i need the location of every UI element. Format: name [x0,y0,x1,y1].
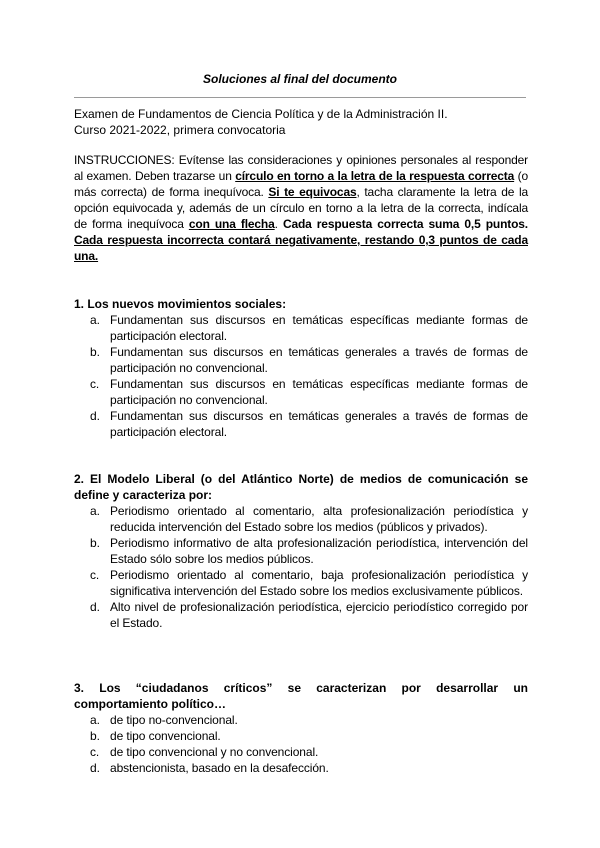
option-text: de tipo convencional. [110,729,221,743]
instructions-circle-rule: círculo en torno a la letra de la respuesta correcta [235,169,515,183]
option-letter: b. [90,729,100,743]
option-text: Fundamentan sus discursos en temáticas generales a través de formas de participación no convencional. [110,345,528,375]
option-a[interactable] [74,503,528,535]
option-text: Fundamentan sus discursos en temáticas generales a través de formas de participación electoral. [110,409,528,439]
question-2 [74,471,528,631]
instructions-paragraph [74,152,528,264]
option-letter: b. [90,536,100,550]
question-title: 1. Los nuevos movimientos sociales: [74,297,287,311]
option-text: Periodismo informativo de alta profesionalización periodística, intervención del Estado sólo sobre los medios públicos. [110,536,528,566]
option-letter: b. [90,345,100,359]
option-a[interactable] [74,712,528,728]
option-d[interactable] [74,408,528,440]
instructions-arrow-rule: con una flecha [188,217,275,231]
question-1 [74,296,528,440]
option-a[interactable] [74,312,528,344]
question-title: 3. Los “ciudadanos críticos” se caracterizan por desarrollar un comportamiento político… [74,681,528,711]
option-letter: d. [90,761,100,775]
option-letter: c. [90,377,100,391]
option-letter: a. [90,313,100,327]
option-letter: d. [90,600,100,614]
option-b[interactable] [74,344,528,376]
exam-name: Examen de Fundamentos de Ciencia Política y de la Administración II. [74,107,448,121]
option-text: abstencionista, basado en la desafección. [110,761,329,775]
option-text: Periodismo orientado al comentario, baja profesionalización periodística y significativa intervención del Estado sobre los medios exclusivamente públicos. [110,568,528,598]
instructions-text: . [274,217,283,231]
option-d[interactable] [74,599,528,631]
option-text: de tipo convencional y no convencional. [110,745,319,759]
option-c[interactable] [74,376,528,408]
question-3 [74,680,528,776]
option-b[interactable] [74,535,528,567]
option-text: Fundamentan sus discursos en temáticas específicas mediante formas de participación no convencional. [110,377,528,407]
option-b[interactable] [74,728,528,744]
instructions-scoring-incorrect: Cada respuesta incorrecta contará negativamente, restando 0,3 puntos de cada una. [74,233,528,263]
option-letter: a. [90,504,100,518]
instructions-text: INSTRUCCIONES: Evítense las consideraciones y opiniones personales al responder al examen. Deben trazarse un [74,153,528,183]
option-letter: a. [90,713,100,727]
instructions-text: , tacha claramente la letra de la opción equivocada y, además de un círculo en torno a la letra de la correcta, indícala de forma inequívoca [74,185,528,231]
option-text: de tipo no-convencional. [110,713,238,727]
exam-header [74,106,534,138]
option-letter: c. [90,745,100,759]
option-c[interactable] [74,744,528,760]
instructions-scoring-correct: Cada respuesta correcta suma 0,5 puntos. [282,217,528,231]
options-list [74,312,528,440]
course-line: Curso 2021-2022, primera convocatoria [74,123,286,137]
option-letter: d. [90,409,100,423]
question-title: 2. El Modelo Liberal (o del Atlántico Norte) de medios de comunicación se define y caracteriza por: [74,472,528,502]
instructions-mistake-rule: Si te equivocas [268,185,357,199]
title-divider [74,97,526,98]
document-title: Soluciones al final del documento [202,72,398,86]
option-d[interactable] [74,760,528,776]
instructions-text: (o más correcta) de forma inequívoca. [74,169,528,199]
option-text: Fundamentan sus discursos en temáticas específicas mediante formas de participación electoral. [110,313,528,343]
option-text: Periodismo orientado al comentario, alta profesionalización periodística y reducida intervención del Estado sobre los medios (públicos y privados). [110,504,528,534]
options-list [74,503,528,631]
option-letter: c. [90,568,100,582]
option-c[interactable] [74,567,528,599]
option-text: Alto nivel de profesionalización periodística, ejercicio periodístico corregido por el Estado. [110,600,528,630]
options-list [74,712,528,776]
